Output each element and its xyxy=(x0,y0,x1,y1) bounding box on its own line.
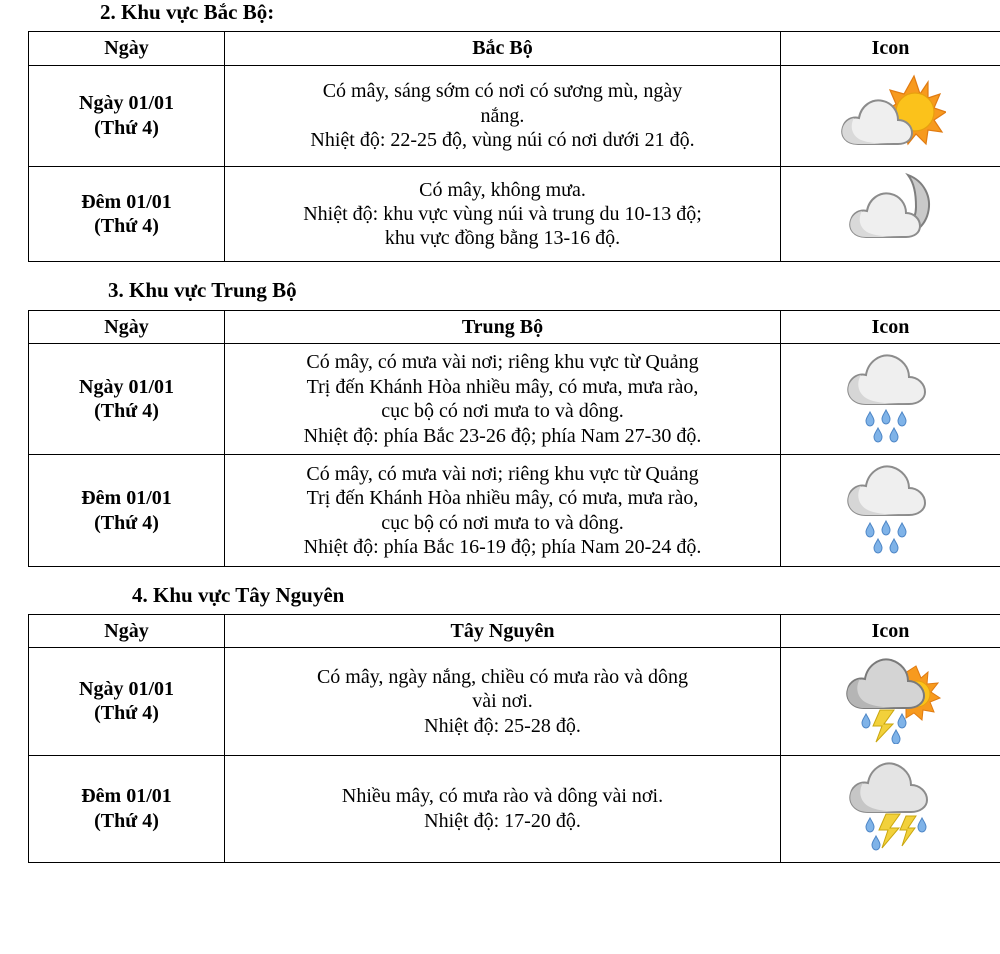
table-header-row xyxy=(29,310,1000,343)
sun-thunderstorm-icon xyxy=(836,652,946,744)
desc-line: Nhiệt độ: 22-25 độ, vùng núi có nơi dưới 21 độ. xyxy=(310,128,695,151)
column-header-region: Bắc Bộ xyxy=(225,32,781,65)
desc-line: vài nơi. xyxy=(472,690,533,713)
day-label: Đêm 01/01 xyxy=(81,190,172,213)
desc-line: Có mây, sáng sớm có nơi có sương mù, ngày xyxy=(322,80,683,103)
weekday-label: (Thứ 4) xyxy=(94,702,159,725)
section-heading-tay-nguyen: 4. Khu vực Tây Nguyên xyxy=(132,582,345,607)
sun-behind-cloud-icon xyxy=(836,70,946,156)
row-day-cell xyxy=(29,648,225,755)
table-row xyxy=(29,755,1000,862)
row-icon-cell xyxy=(781,166,1000,261)
row-day-cell xyxy=(29,65,225,166)
weekday-label: (Thứ 4) xyxy=(94,215,159,238)
desc-line: Có mây, không mưa. xyxy=(419,178,586,201)
table-row xyxy=(29,648,1000,755)
weather-table-tay-nguyen xyxy=(28,614,1000,863)
row-desc-cell xyxy=(225,755,781,862)
desc-line: cục bộ có nơi mưa to và dông. xyxy=(381,511,624,534)
section-heading-bac-bo: 2. Khu vực Bắc Bộ: xyxy=(100,0,275,24)
row-icon-cell xyxy=(781,648,1000,755)
row-icon-cell xyxy=(781,755,1000,862)
column-header-region: Tây Nguyên xyxy=(225,614,781,647)
desc-line: Có mây, có mưa vài nơi; riêng khu vực từ Quảng xyxy=(306,351,699,374)
table-row xyxy=(29,343,1000,454)
section-bac-bo xyxy=(0,0,1000,262)
rain-cloud-icon xyxy=(836,348,946,444)
column-header-icon: Icon xyxy=(781,32,1000,65)
desc-line: khu vực đồng bằng 13-16 độ. xyxy=(384,227,621,250)
column-header-day: Ngày xyxy=(29,614,225,647)
row-desc-cell xyxy=(225,455,781,566)
weekday-label: (Thứ 4) xyxy=(94,809,159,832)
row-desc-cell xyxy=(225,343,781,454)
desc-line: Nhiệt độ: khu vực vùng núi và trung du 10-13 độ; xyxy=(303,202,702,225)
table-header-row xyxy=(29,32,1000,65)
section-tay-nguyen xyxy=(0,583,1000,863)
row-icon-cell xyxy=(781,343,1000,454)
section-heading-trung-bo: 3. Khu vực Trung Bộ xyxy=(108,278,297,303)
table-row xyxy=(29,455,1000,566)
row-day-cell xyxy=(29,755,225,862)
column-header-icon: Icon xyxy=(781,614,1000,647)
table-header-row xyxy=(29,614,1000,647)
desc-line: Trị đến Khánh Hòa nhiều mây, có mưa, mưa rào, xyxy=(306,487,699,510)
day-label: Ngày 01/01 xyxy=(79,375,174,398)
weather-table-bac-bo xyxy=(28,31,1000,262)
desc-line: nắng. xyxy=(480,104,525,127)
row-day-cell xyxy=(29,343,225,454)
desc-line: Nhiệt độ: 25-28 độ. xyxy=(424,714,581,737)
weekday-label: (Thứ 4) xyxy=(94,116,159,139)
column-header-icon: Icon xyxy=(781,310,1000,343)
desc-line: Nhiệt độ: phía Bắc 16-19 độ; phía Nam 20-24 độ. xyxy=(303,535,702,558)
column-header-region: Trung Bộ xyxy=(225,310,781,343)
thunderstorm-icon xyxy=(836,760,946,852)
weekday-label: (Thứ 4) xyxy=(94,511,159,534)
desc-line: cục bộ có nơi mưa to và dông. xyxy=(381,400,624,423)
desc-line: Có mây, ngày nắng, chiều có mưa rào và dông xyxy=(316,665,689,688)
weather-table-trung-bo xyxy=(28,310,1000,567)
desc-line: Trị đến Khánh Hòa nhiều mây, có mưa, mưa rào, xyxy=(306,375,699,398)
day-label: Ngày 01/01 xyxy=(79,678,174,701)
row-icon-cell xyxy=(781,65,1000,166)
section-trung-bo xyxy=(0,278,1000,566)
column-header-day: Ngày xyxy=(29,310,225,343)
row-desc-cell xyxy=(225,65,781,166)
day-label: Đêm 01/01 xyxy=(81,487,172,510)
row-desc-cell xyxy=(225,166,781,261)
desc-line: Nhiệt độ: 17-20 độ. xyxy=(424,809,581,832)
table-row xyxy=(29,166,1000,261)
rain-cloud-icon xyxy=(836,459,946,555)
weekday-label: (Thứ 4) xyxy=(94,400,159,423)
desc-line: Nhiệt độ: phía Bắc 23-26 độ; phía Nam 27-30 độ. xyxy=(303,424,702,447)
desc-line: Có mây, có mưa vài nơi; riêng khu vực từ Quảng xyxy=(306,462,699,485)
row-day-cell xyxy=(29,166,225,261)
column-header-day: Ngày xyxy=(29,32,225,65)
table-row xyxy=(29,65,1000,166)
row-day-cell xyxy=(29,455,225,566)
day-label: Ngày 01/01 xyxy=(79,92,174,115)
desc-line: Nhiều mây, có mưa rào và dông vài nơi. xyxy=(341,785,664,808)
moon-behind-cloud-icon xyxy=(836,171,946,251)
row-desc-cell xyxy=(225,648,781,755)
day-label: Đêm 01/01 xyxy=(81,785,172,808)
row-icon-cell xyxy=(781,455,1000,566)
